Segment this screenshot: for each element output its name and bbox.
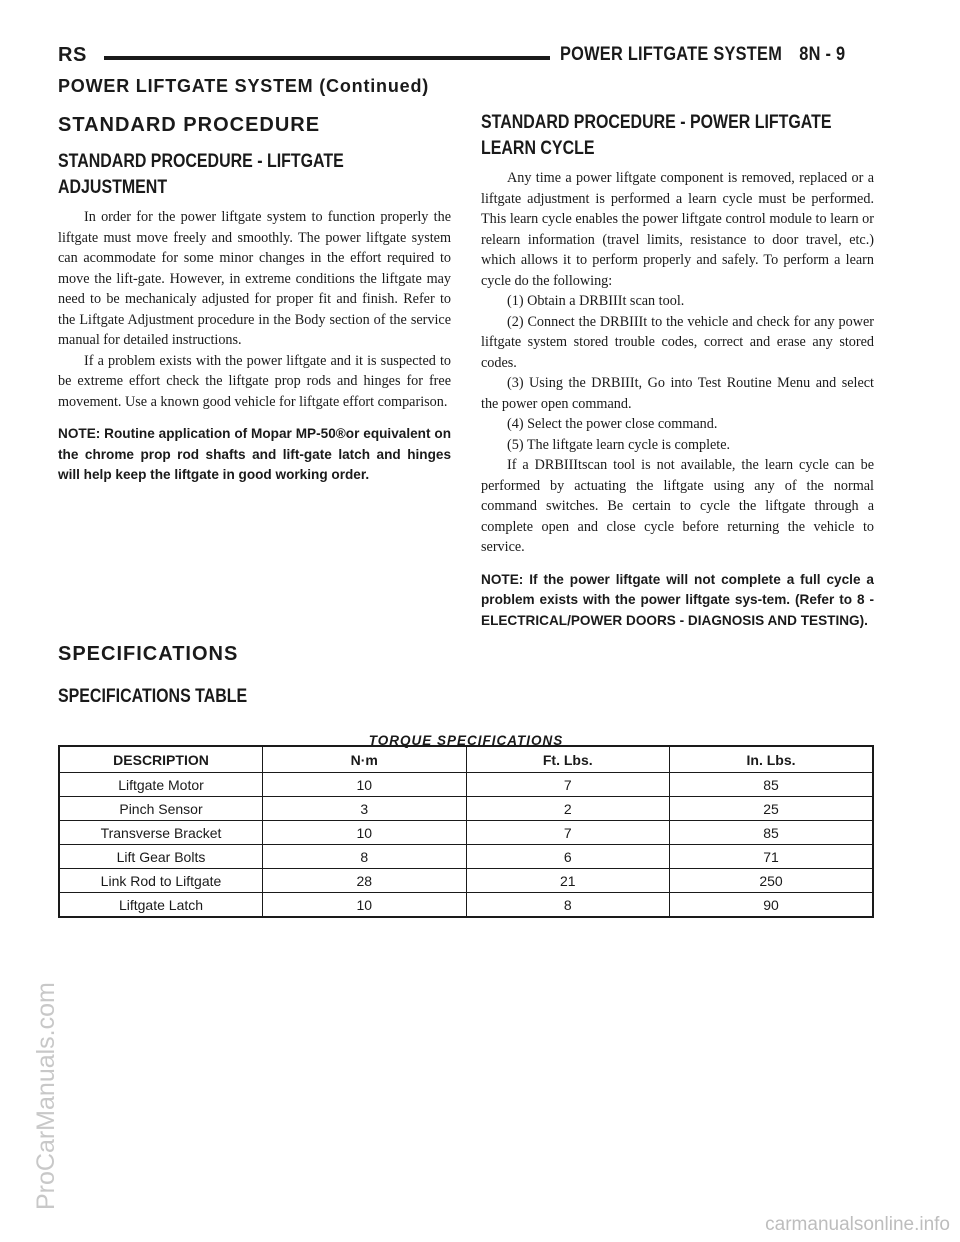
column-header: DESCRIPTION [59, 746, 263, 773]
section-title-standard-procedure: STANDARD PROCEDURE [58, 114, 321, 136]
table-cell: Lift Gear Bolts [59, 845, 263, 869]
table-cell: 21 [466, 869, 670, 893]
table-cell: Transverse Bracket [59, 821, 263, 845]
paragraph: Any time a power liftgate component is removed, replaced or a liftgate adjustment is performed a learn cycle must be performed. This learn cycle enables the power liftgate control module to learn or relearn information (travel limits, resistance to door travel, etc.) which allows it to perform properly and safely. To perform a learn cycle do the following: [481, 170, 874, 289]
table-cell: 250 [670, 869, 874, 893]
table-cell: 3 [263, 797, 467, 821]
table-cell: 85 [670, 821, 874, 845]
table-cell: Pinch Sensor [59, 797, 263, 821]
table-cell: 71 [670, 845, 874, 869]
table-row [59, 845, 873, 869]
torque-specifications-table [58, 745, 874, 918]
table-cell: 10 [263, 773, 467, 797]
procedure-step: (5) The liftgate learn cycle is complete. [507, 436, 731, 453]
table-cell: Liftgate Motor [59, 773, 263, 797]
table-cell: 8 [466, 893, 670, 918]
paragraph: If a problem exists with the power liftgate and it is suspected to be extreme effort check the liftgate prop rods and hinges for free movement. Use a known good vehicle for liftgate effort comparison. [58, 352, 451, 410]
table-row [59, 869, 873, 893]
table-cell: Link Rod to Liftgate [59, 869, 263, 893]
table-row [59, 893, 873, 918]
procedure-step: (4) Select the power close command. [507, 416, 718, 432]
header-title-block [560, 44, 845, 66]
note: NOTE: If the power liftgate will not complete a full cycle a problem exists with the power liftgate sys-tem. (Refer to 8 - ELECTRICAL/POWER DOORS - DIAGNOSIS AND TESTING). [481, 571, 874, 628]
subsection-title-liftgate-adjustment: STANDARD PROCEDURE - LIFTGATE ADJUSTMENT [58, 151, 344, 198]
procedure-step: (2) Connect the DRBIIIt to the vehicle and check for any power liftgate system stored trouble codes, correct and erase any stored codes. [481, 313, 874, 371]
table-cell: 90 [670, 893, 874, 918]
table-cell: 2 [466, 797, 670, 821]
table-row [59, 773, 873, 797]
table-cell: 10 [263, 893, 467, 918]
column-header: In. Lbs. [670, 746, 874, 773]
watermark: ProCarManuals.com [32, 982, 60, 1210]
table-row [59, 797, 873, 821]
table-title: TORQUE SPECIFICATIONS [368, 733, 564, 748]
continued-title: POWER LIFTGATE SYSTEM (Continued) [58, 76, 430, 96]
section-title-specifications: SPECIFICATIONS [58, 643, 239, 665]
column-header: N·m [263, 746, 467, 773]
table-cell: 10 [263, 821, 467, 845]
procedure-step: (3) Using the DRBIIIt, Go into Test Routine Menu and select the power open command. [481, 375, 874, 412]
page-number: 8N - 9 [799, 44, 846, 65]
column-header: Ft. Lbs. [466, 746, 670, 773]
note: NOTE: Routine application of Mopar MP-50®or equivalent on the chrome prop rod shafts and lift-gate latch and hinges will help keep the liftgate in good working order. [58, 426, 451, 482]
table-cell: 85 [670, 773, 874, 797]
left-column [58, 110, 451, 486]
table-row [59, 821, 873, 845]
table-cell: 25 [670, 797, 874, 821]
subsection-title-learn-cycle: STANDARD PROCEDURE - POWER LIFTGATE LEARN CYCLE [481, 112, 832, 159]
table-cell: 8 [263, 845, 467, 869]
table-cell: 6 [466, 845, 670, 869]
right-column [481, 110, 874, 631]
paragraph: If a DRBIIItscan tool is not available, the learn cycle can be performed by actuating the liftgate using any of the normal command switches. Be certain to cycle the liftgate through a complete open and close cycle before returning the vehicle to service. [481, 457, 874, 555]
footer-watermark: carmanualsonline.info [765, 1214, 950, 1235]
header-title: POWER LIFTGATE SYSTEM [560, 44, 783, 65]
header-section-code: RS [58, 44, 87, 66]
header-rule [104, 56, 550, 60]
table-cell: 7 [466, 773, 670, 797]
table-cell: Liftgate Latch [59, 893, 263, 918]
paragraph: In order for the power liftgate system to function properly the liftgate must move freely and smoothly. The power liftgate system can acommodate for some minor changes in the effort required to move the lift-gate. However, in extreme conditions the liftgate may need to be mechanicaly adjusted for proper fit and finish. Refer to the Liftgate Adjustment procedure in the Body section of the service manual for detailed instructions. [58, 209, 451, 348]
procedure-step: (1) Obtain a DRBIIIt scan tool. [507, 293, 685, 309]
subsection-title-specifications-table: SPECIFICATIONS TABLE [58, 686, 248, 707]
table-cell: 7 [466, 821, 670, 845]
table-header-row [59, 746, 873, 773]
table-cell: 28 [263, 869, 467, 893]
